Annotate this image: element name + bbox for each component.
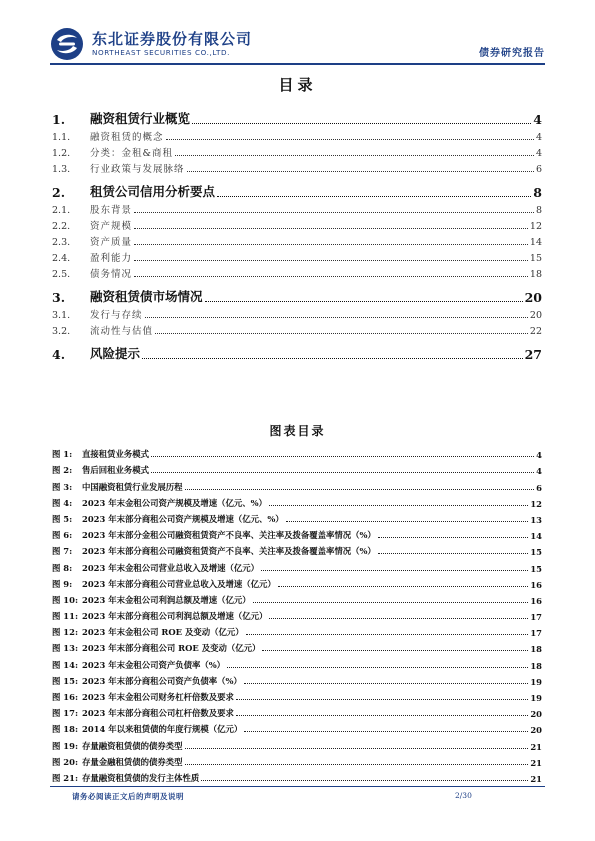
entry-label: 2023 年末金租公司财务杠杆倍数及要求 [82,692,234,702]
entry-number: 1. [52,112,66,127]
dot-leader [262,650,528,651]
entry-number: 图 11: [52,611,79,622]
entry-label: 存量融资租赁债的发行主体性质 [82,772,200,783]
entry-label: 资产质量 [90,237,133,248]
entry-number: 图 9: [52,578,73,589]
dot-leader [134,244,528,245]
entry-page: 20 [530,725,542,736]
entry-number: 4. [52,347,66,362]
entry-page: 18 [529,269,542,280]
entry-page: 17 [530,628,542,639]
entry-page: 4 [535,132,542,143]
entry-page: 12 [529,221,542,232]
dot-leader [278,586,529,587]
figure-entry-row[interactable] [52,735,542,751]
dot-leader [205,301,523,302]
entry-label: 2023 年末部分商租公司杠杆倍数及要求 [82,708,234,719]
figure-entry-row[interactable] [52,525,542,541]
dot-leader [244,731,528,732]
entry-label: 行业政策与发展脉络 [90,164,185,175]
entry-label: 2023 年末金租公司利润总额及增速（亿元） [82,594,251,605]
entry-number: 3. [52,290,66,305]
dot-leader [151,456,534,457]
entry-page: 4 [535,148,542,159]
entry-label: 2023 年末部分商租公司融资租赁资产不良率、关注率及拨备覆盖率情况（%） [82,546,376,557]
entry-page: 6 [535,164,542,175]
entry-page: 4 [536,450,542,461]
header-divider [50,63,545,65]
toc-subsection-row[interactable] [52,321,542,337]
entry-page: 15 [530,563,542,574]
figure-entry-row[interactable] [52,590,542,606]
toc-subsection-row[interactable] [52,305,542,321]
entry-page: 4 [533,112,542,127]
entry-page: 8 [535,205,542,216]
dot-leader [134,276,528,277]
entry-label: 2023 年末部分商租公司资产规模及增速（亿元、%） [82,513,284,524]
entry-label: 2023 年末部分商租公司 ROE 及变动（亿元） [82,643,261,654]
company-logo-icon [50,27,84,61]
dot-leader [175,155,534,156]
figures-list [52,444,542,784]
entry-label: 直接租赁业务模式 [82,449,149,460]
entry-label: 发行与存续 [90,310,143,321]
entry-label: 融资租赁债市场情况 [90,289,203,304]
page-header [50,24,545,64]
entry-page: 14 [530,531,542,542]
dot-leader [187,171,534,172]
entry-number: 图 1: [52,449,73,460]
entry-page: 20 [530,709,542,720]
entry-page: 12 [530,498,542,509]
entry-label: 2023 年末部分商租公司营业总收入及增速（亿元） [82,578,276,589]
toc-subsection-row[interactable] [52,127,542,143]
report-type: 债券研究报告 [479,48,545,59]
entry-page: 21 [530,773,542,784]
entry-page: 22 [529,326,542,337]
entry-number: 1.2. [52,148,71,159]
entry-number: 图 4: [52,497,73,508]
entry-number: 图 2: [52,465,73,476]
entry-number: 图 8: [52,562,73,573]
entry-label: 2014 年以来租赁债的年度行规模（亿元） [82,724,243,735]
entry-number: 2. [52,185,66,200]
dot-leader [192,123,531,124]
dot-leader [166,139,534,140]
dot-leader [151,472,534,473]
entry-label: 2023 年末金租公司营业总收入及增速（亿元） [82,562,259,573]
entry-page: 19 [530,693,542,703]
toc-subsection-row[interactable] [52,216,542,232]
figures-title: 图表目录 [269,424,326,438]
dot-leader [134,212,534,213]
entry-number: 2.3. [52,237,71,248]
dot-leader [244,683,529,684]
toc-subsection-row[interactable] [52,159,542,175]
entry-page: 21 [530,757,542,768]
toc-subsection-row[interactable] [52,248,542,264]
entry-page: 21 [530,741,542,752]
entry-label: 2023 年末部分金租公司融资租赁资产不良率、关注率及拨备覆盖率情况（%） [82,530,376,541]
entry-label: 租赁公司信用分析要点 [90,184,216,199]
entry-number: 图 15: [52,675,79,686]
figure-entry-row[interactable] [52,687,542,703]
entry-number: 图 20: [52,756,79,767]
company-name-cn: 东北证券股份有限公司 [92,30,253,48]
dot-leader [201,780,528,781]
dot-leader [134,260,528,261]
entry-page: 13 [530,514,542,525]
entry-page: 14 [529,237,542,248]
entry-number: 3.2. [52,326,71,337]
dot-leader [378,553,529,554]
footer-disclaimer: 请务必阅读正文后的声明及说明 [72,792,184,801]
entry-label: 售后回租业务模式 [82,465,149,476]
figure-entry-row[interactable] [52,703,542,719]
entry-number: 图 7: [52,546,73,557]
dot-leader [236,715,528,716]
dot-leader [134,228,528,229]
entry-number: 2.4. [52,253,71,264]
entry-number: 2.1. [52,205,71,216]
entry-label: 分类：金租&商租 [90,148,173,159]
toc-subsection-row[interactable] [52,143,542,159]
entry-number: 图 13: [52,643,79,654]
toc-section-row[interactable] [52,175,542,200]
figure-entry-row[interactable] [52,557,542,573]
toc-section-row[interactable] [52,337,542,362]
entry-page: 17 [530,612,542,623]
figure-entry-row[interactable] [52,460,542,476]
figure-entry-row[interactable] [52,622,542,638]
figure-entry-row[interactable] [52,574,542,590]
entry-label: 资产规模 [90,221,133,232]
figure-entry-row[interactable] [52,476,542,492]
entry-label: 融资租赁行业概览 [90,111,191,126]
entry-label: 2023 年末金租公司 ROE 及变动（亿元） [82,627,244,638]
dot-leader [185,489,535,490]
dot-leader [253,602,529,603]
figure-entry-row[interactable] [52,638,542,654]
dot-leader [236,699,528,700]
entry-page: 18 [530,660,542,671]
entry-number: 图 5: [52,513,73,524]
entry-label: 2023 年末金租公司资产负债率（%） [82,659,226,670]
entry-label: 存量融资租赁债的债券类型 [82,740,183,751]
entry-number: 图 19: [52,740,79,751]
entry-label: 融资租赁的概念 [90,132,164,143]
toc-subsection-row[interactable] [52,232,542,248]
entry-label: 风险提示 [90,346,141,361]
entry-number: 1.3. [52,164,71,175]
entry-page: 8 [533,185,542,200]
dot-leader [286,521,529,522]
entry-page: 20 [524,290,542,305]
entry-page: 20 [529,310,542,321]
figure-entry-row[interactable] [52,509,542,525]
dot-leader [142,358,523,359]
entry-number: 3.1. [52,310,71,321]
dot-leader [145,317,528,318]
entry-number: 图 18: [52,724,79,735]
toc-subsection-row[interactable] [52,200,542,216]
entry-label: 2023 年末部分商租公司资产负债率（%） [82,675,242,686]
entry-label: 股东背景 [90,205,133,216]
figure-entry-row[interactable] [52,654,542,670]
figure-entry-row[interactable] [52,541,542,557]
toc-section-row[interactable] [52,102,542,127]
dot-leader [185,748,529,749]
figure-entry-row[interactable] [52,493,542,509]
entry-label: 中国融资租赁行业发展历程 [82,481,183,492]
toc-title: 目录 [278,76,317,94]
company-name-en: NORTHEAST SECURITIES CO.,LTD. [92,48,230,57]
figure-entry-row[interactable] [52,606,542,622]
entry-label: 流动性与估值 [90,326,154,337]
entry-label: 债务情况 [90,269,133,280]
entry-number: 2.5. [52,269,71,280]
dot-leader [246,634,529,635]
dot-leader [261,570,528,571]
entry-number: 图 12: [52,627,79,638]
dot-leader [227,667,528,668]
entry-label: 存量金融租赁债的债券类型 [82,756,183,767]
figure-entry-row[interactable] [52,719,542,735]
entry-page: 16 [530,595,542,606]
toc-section-row[interactable] [52,280,542,305]
dot-leader [155,333,528,334]
entry-page: 6 [536,482,542,493]
entry-page: 15 [529,253,542,264]
entry-number: 1.1. [52,132,71,143]
entry-label: 2023 年末部分商租公司利润总额及增速（亿元） [82,611,268,622]
entry-number: 图 14: [52,659,79,670]
entry-page: 4 [536,466,542,477]
entry-number: 图 16: [52,692,79,702]
entry-number: 图 3: [52,481,73,492]
dot-leader [217,196,531,197]
table-of-contents [52,102,542,362]
entry-label: 盈利能力 [90,253,133,264]
entry-page: 19 [530,676,542,687]
figure-entry-row[interactable] [52,671,542,687]
dot-leader [269,505,528,506]
entry-number: 2.2. [52,221,71,232]
entry-number: 图 21: [52,772,79,783]
entry-number: 图 17: [52,708,79,719]
figure-entry-row[interactable] [52,444,542,460]
toc-subsection-row[interactable] [52,264,542,280]
dot-leader [378,537,529,538]
footer-divider [50,786,545,787]
dot-leader [185,764,529,765]
entry-page: 15 [530,547,542,558]
figure-entry-row[interactable] [52,752,542,768]
entry-page: 27 [524,347,542,362]
dot-leader [269,618,528,619]
entry-label: 2023 年末金租公司资产规模及增速（亿元、%） [82,497,267,508]
entry-page: 18 [530,644,542,655]
page-number: 2/30 [455,791,472,800]
entry-number: 图 6: [52,530,73,541]
figure-entry-row[interactable] [52,768,542,784]
entry-number: 图 10: [52,594,79,605]
entry-page: 16 [530,579,542,590]
